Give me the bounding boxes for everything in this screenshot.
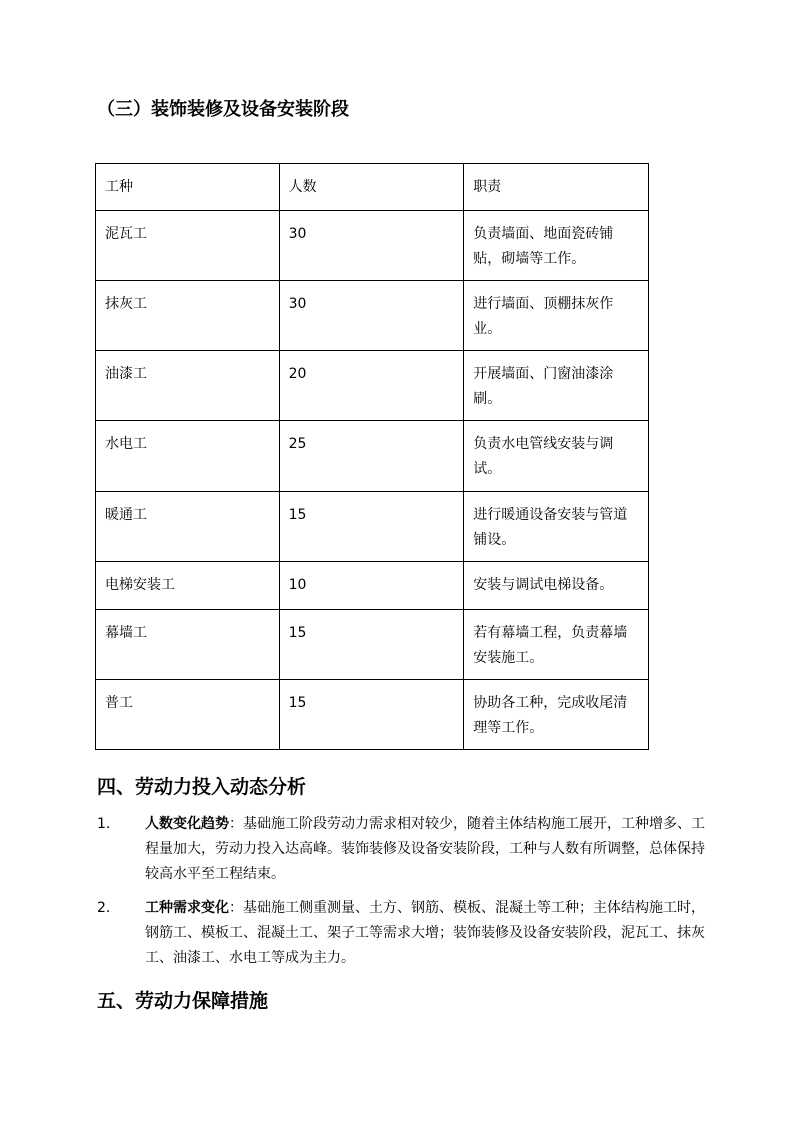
cell-trade: 暖通工 — [96, 492, 280, 562]
cell-trade: 普工 — [96, 680, 280, 750]
cell-duty: 协助各工种，完成收尾清理等工作。 — [464, 680, 649, 750]
cell-duty: 进行暖通设备安装与管道铺设。 — [464, 492, 649, 562]
item-lead: 工种需求变化 — [145, 900, 229, 916]
item-text: 基础施工侧重测量、土方、钢筋、模板、混凝土等工种；主体结构施工时，钢筋工、模板工、混凝土工、架子工等需求大增；装饰装修及设备安装阶段，泥瓦工、抹灰工、油漆工、水电工等成为主力。 — [145, 900, 705, 966]
cell-trade: 泥瓦工 — [96, 211, 280, 281]
cell-count: 15 — [279, 610, 464, 680]
cell-duty: 负责墙面、地面瓷砖铺贴，砌墙等工作。 — [464, 211, 649, 281]
header-duty: 职责 — [464, 164, 649, 211]
cell-trade: 幕墙工 — [96, 610, 280, 680]
list-item — [97, 812, 707, 887]
table-row — [96, 421, 649, 492]
table-row — [96, 281, 649, 351]
cell-duty: 负责水电管线安装与调试。 — [464, 421, 649, 492]
cell-count: 15 — [279, 492, 464, 562]
analysis-list — [97, 812, 707, 980]
cell-duty: 安装与调试电梯设备。 — [464, 562, 649, 610]
cell-count: 30 — [279, 281, 464, 351]
cell-trade: 抹灰工 — [96, 281, 280, 351]
header-trade: 工种 — [96, 164, 280, 211]
table-header-row — [96, 164, 649, 211]
item-separator: ： — [229, 816, 243, 832]
cell-count: 20 — [279, 351, 464, 421]
cell-duty: 进行墙面、顶棚抹灰作业。 — [464, 281, 649, 351]
table-row — [96, 492, 649, 562]
section-5-heading: 五、劳动力保障措施 — [97, 990, 269, 1012]
section-4-heading: 四、劳动力投入动态分析 — [97, 776, 307, 798]
cell-count: 15 — [279, 680, 464, 750]
section-3-heading: （三）装饰装修及设备安装阶段 — [97, 99, 349, 120]
cell-trade: 油漆工 — [96, 351, 280, 421]
table-row — [96, 351, 649, 421]
item-lead: 人数变化趋势 — [145, 816, 229, 832]
list-number: 2. — [97, 900, 111, 916]
item-text: 基础施工阶段劳动力需求相对较少，随着主体结构施工展开，工种增多、工程量加大，劳动力投入达高峰。装饰装修及设备安装阶段，工种与人数有所调整，总体保持较高水平至工程结束。 — [145, 816, 705, 882]
cell-count: 10 — [279, 562, 464, 610]
header-count: 人数 — [279, 164, 464, 211]
labor-table — [95, 163, 649, 750]
table-row — [96, 211, 649, 281]
cell-duty: 若有幕墙工程，负责幕墙安装施工。 — [464, 610, 649, 680]
cell-count: 30 — [279, 211, 464, 281]
table-row — [96, 680, 649, 750]
cell-duty: 开展墙面、门窗油漆涂刷。 — [464, 351, 649, 421]
cell-trade: 电梯安装工 — [96, 562, 280, 610]
cell-trade: 水电工 — [96, 421, 280, 492]
list-item — [97, 896, 707, 971]
table-row — [96, 562, 649, 610]
cell-count: 25 — [279, 421, 464, 492]
list-number: 1. — [97, 816, 111, 832]
item-separator: ： — [229, 900, 243, 916]
table-row — [96, 610, 649, 680]
